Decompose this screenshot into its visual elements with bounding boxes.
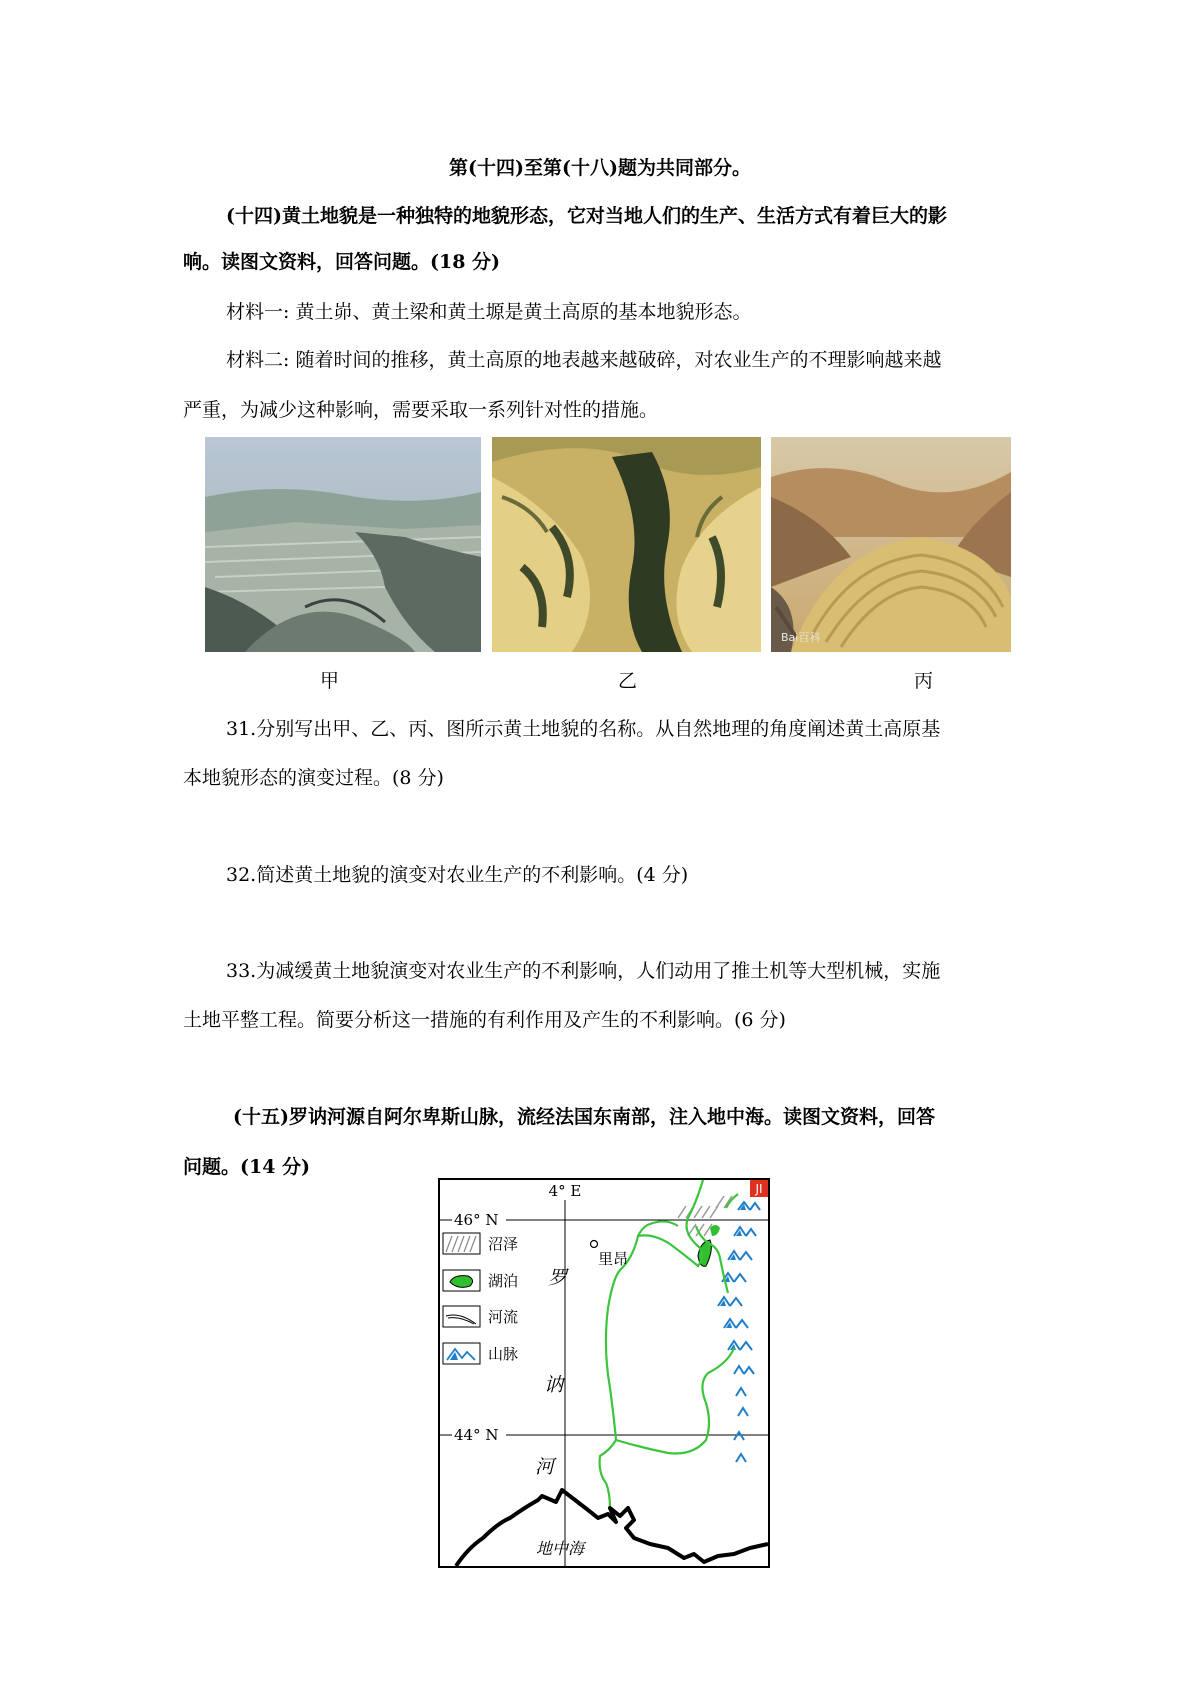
lon-label: 4° E <box>548 1182 582 1200</box>
river-char-3: 河 <box>535 1456 555 1478</box>
loess-tableland-photo-icon <box>205 437 481 652</box>
river-char-2: 讷 <box>544 1374 564 1396</box>
q15-intro-line1: (十五)罗讷河源自阿尔卑斯山脉，流经法国东南部，注入地中海。读图文资料，回答 <box>233 1106 935 1128</box>
loess-hill-photo-icon <box>771 437 1011 652</box>
material-2-line1: 材料二: 随着时间的推移，黄土高原的地表越来越破碎，对农业生产的不理影响越来越 <box>226 349 942 371</box>
photo-yi <box>492 437 761 652</box>
q33-line1: 33.为减缓黄土地貌演变对农业生产的不利影响，人们动用了推土机等大型机械，实施 <box>226 960 941 982</box>
lat-bottom-label: 44° N <box>454 1426 499 1444</box>
section-heading: 第(十四)至第(十八)题为共同部分。 <box>449 157 751 179</box>
svg-text:JI: JI <box>755 1182 763 1196</box>
river-char-1: 罗 <box>548 1267 568 1289</box>
q31-line2: 本地貌形态的演变过程。(8 分) <box>183 767 444 789</box>
legend-marsh: 沼泽 <box>488 1235 519 1253</box>
legend-mountain: 山脉 <box>488 1345 519 1363</box>
sea-label: 地中海 <box>536 1539 585 1558</box>
caption-bing: 丙 <box>914 670 934 692</box>
material-1: 材料一: 黄土峁、黄土梁和黄土塬是黄土高原的基本地貌形态。 <box>226 301 752 323</box>
legend-lake: 湖泊 <box>488 1272 519 1290</box>
q32: 32.简述黄土地貌的演变对农业生产的不利影响。(4 分) <box>226 864 689 886</box>
q14-intro-line1: (十四)黄土地貌是一种独特的地貌形态，它对当地人们的生产、生活方式有着巨大的影 <box>226 205 947 227</box>
caption-yi: 乙 <box>618 670 638 692</box>
q33-line2: 土地平整工程。简要分析这一措施的有利作用及产生的不利影响。(6 分) <box>183 1009 786 1031</box>
rhone-map <box>438 1178 771 1570</box>
material-2-line2: 严重，为减少这种影响，需要采取一系列针对性的措施。 <box>183 399 659 421</box>
legend-river: 河流 <box>488 1308 519 1326</box>
photo-jia <box>205 437 481 652</box>
watermark: Bai百科 <box>781 631 821 644</box>
caption-jia: 甲 <box>320 670 340 692</box>
city-label: 里昂 <box>598 1250 629 1268</box>
lyon-marker <box>591 1241 598 1248</box>
loess-ridge-photo-icon <box>492 437 761 652</box>
q15-intro-line2: 问题。(14 分) <box>183 1156 311 1178</box>
lat-top-label: 46° N <box>454 1211 499 1229</box>
q31-line1: 31.分别写出甲、乙、丙、图所示黄土地貌的名称。从自然地理的角度阐述黄土高原基 <box>226 718 941 740</box>
photo-bing <box>771 437 1011 652</box>
q14-intro-line2: 响。读图文资料，回答问题。(18 分) <box>183 251 501 273</box>
